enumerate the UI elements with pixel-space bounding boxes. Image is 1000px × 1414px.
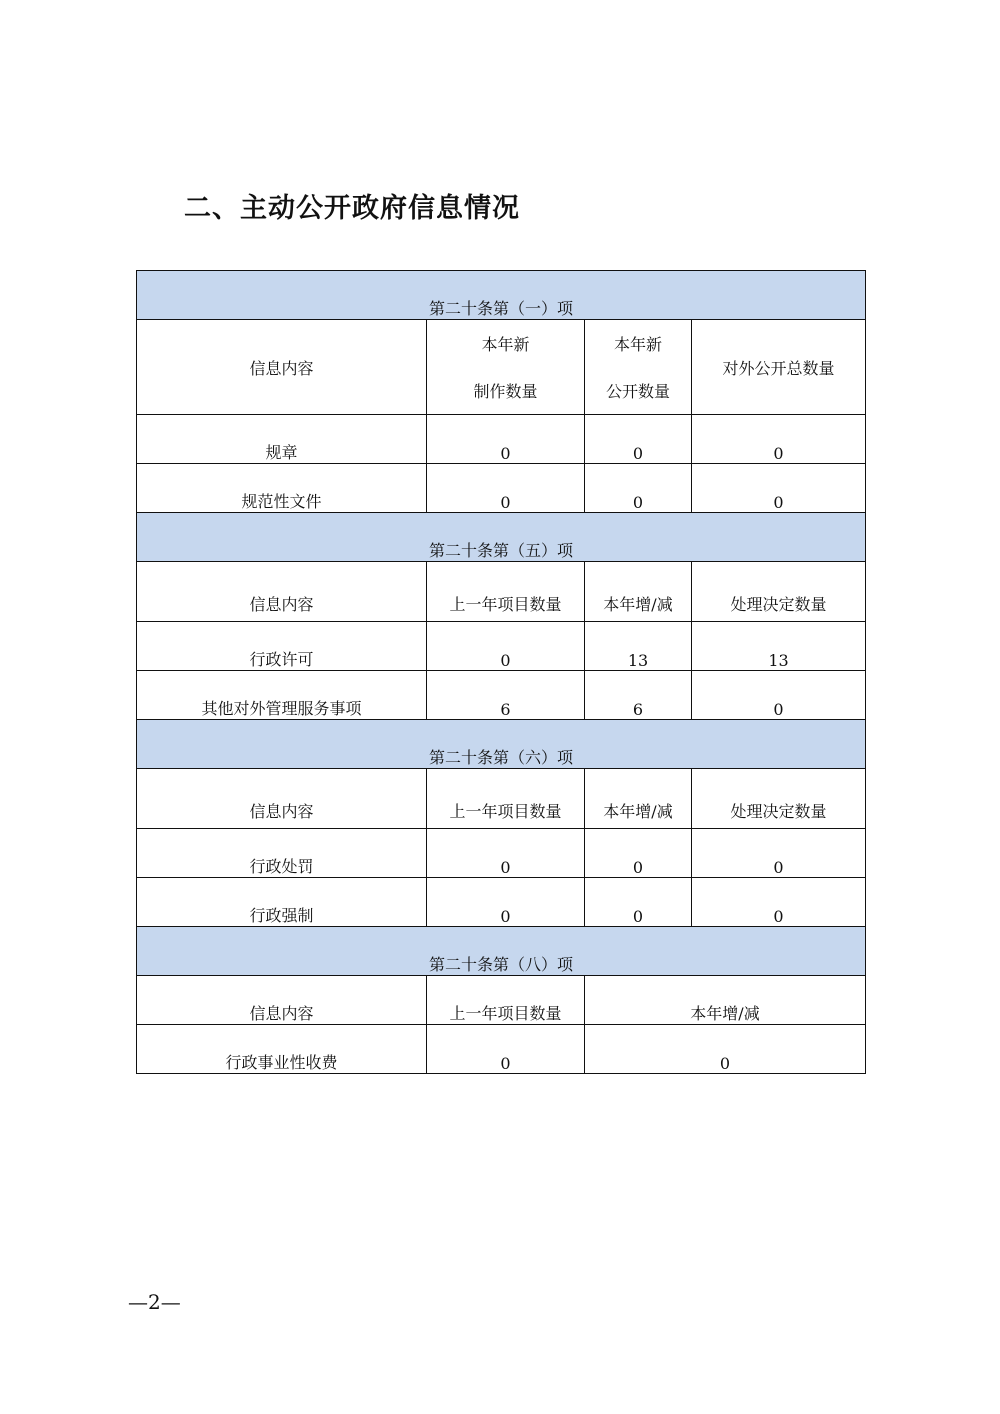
cell-value: 0 (427, 415, 585, 464)
info-table (136, 270, 866, 1074)
cell-value: 0 (427, 829, 585, 878)
table-row (137, 622, 866, 671)
cell-value: 0 (585, 415, 692, 464)
row-label: 规范性文件 (137, 464, 427, 513)
header-row (137, 769, 866, 829)
section-title: 第二十条第（一）项 (137, 271, 866, 320)
column-header: 对外公开总数量 (692, 320, 866, 415)
column-header: 处理决定数量 (692, 562, 866, 622)
section-title: 第二十条第（五）项 (137, 513, 866, 562)
row-label: 其他对外管理服务事项 (137, 671, 427, 720)
section-title: 第二十条第（六）项 (137, 720, 866, 769)
page-number: —2— (128, 1290, 181, 1314)
cell-value: 0 (427, 464, 585, 513)
column-header (427, 320, 585, 415)
cell-value: 0 (585, 829, 692, 878)
cell-value: 0 (692, 671, 866, 720)
cell-value: 0 (585, 1025, 866, 1074)
column-header: 信息内容 (137, 320, 427, 415)
section-row (137, 513, 866, 562)
section-row (137, 720, 866, 769)
header-row (137, 320, 866, 415)
cell-value: 0 (692, 464, 866, 513)
column-header: 本年增/减 (585, 769, 692, 829)
section-title: 第二十条第（八）项 (137, 927, 866, 976)
table-row (137, 829, 866, 878)
table-row (137, 464, 866, 513)
cell-value: 0 (585, 464, 692, 513)
cell-value: 0 (585, 878, 692, 927)
cell-value: 6 (585, 671, 692, 720)
column-header-line: 公开数量 (605, 382, 670, 401)
column-header: 上一年项目数量 (427, 976, 585, 1025)
cell-value: 13 (692, 622, 866, 671)
section-row (137, 271, 866, 320)
cell-value: 13 (585, 622, 692, 671)
row-label: 行政处罚 (137, 829, 427, 878)
column-header: 信息内容 (137, 976, 427, 1025)
column-header-line: 制作数量 (473, 382, 538, 401)
column-header: 本年增/减 (585, 976, 866, 1025)
cell-value: 0 (427, 878, 585, 927)
column-header: 处理决定数量 (692, 769, 866, 829)
column-header: 信息内容 (137, 769, 427, 829)
section-row (137, 927, 866, 976)
column-header (585, 320, 692, 415)
column-header-line: 本年新 (613, 335, 662, 354)
column-header: 本年增/减 (585, 562, 692, 622)
row-label: 行政事业性收费 (137, 1025, 427, 1074)
cell-value: 0 (427, 622, 585, 671)
header-row (137, 976, 866, 1025)
column-header-line: 本年新 (481, 335, 530, 354)
column-header: 上一年项目数量 (427, 562, 585, 622)
header-row (137, 562, 866, 622)
table-row (137, 671, 866, 720)
table-row (137, 1025, 866, 1074)
cell-value: 0 (692, 415, 866, 464)
row-label: 规章 (137, 415, 427, 464)
table-row (137, 878, 866, 927)
row-label: 行政强制 (137, 878, 427, 927)
table-row (137, 415, 866, 464)
cell-value: 6 (427, 671, 585, 720)
cell-value: 0 (427, 1025, 585, 1074)
column-header: 上一年项目数量 (427, 769, 585, 829)
column-header: 信息内容 (137, 562, 427, 622)
cell-value: 0 (692, 829, 866, 878)
section-heading: 二、主动公开政府信息情况 (184, 193, 520, 224)
cell-value: 0 (692, 878, 866, 927)
row-label: 行政许可 (137, 622, 427, 671)
